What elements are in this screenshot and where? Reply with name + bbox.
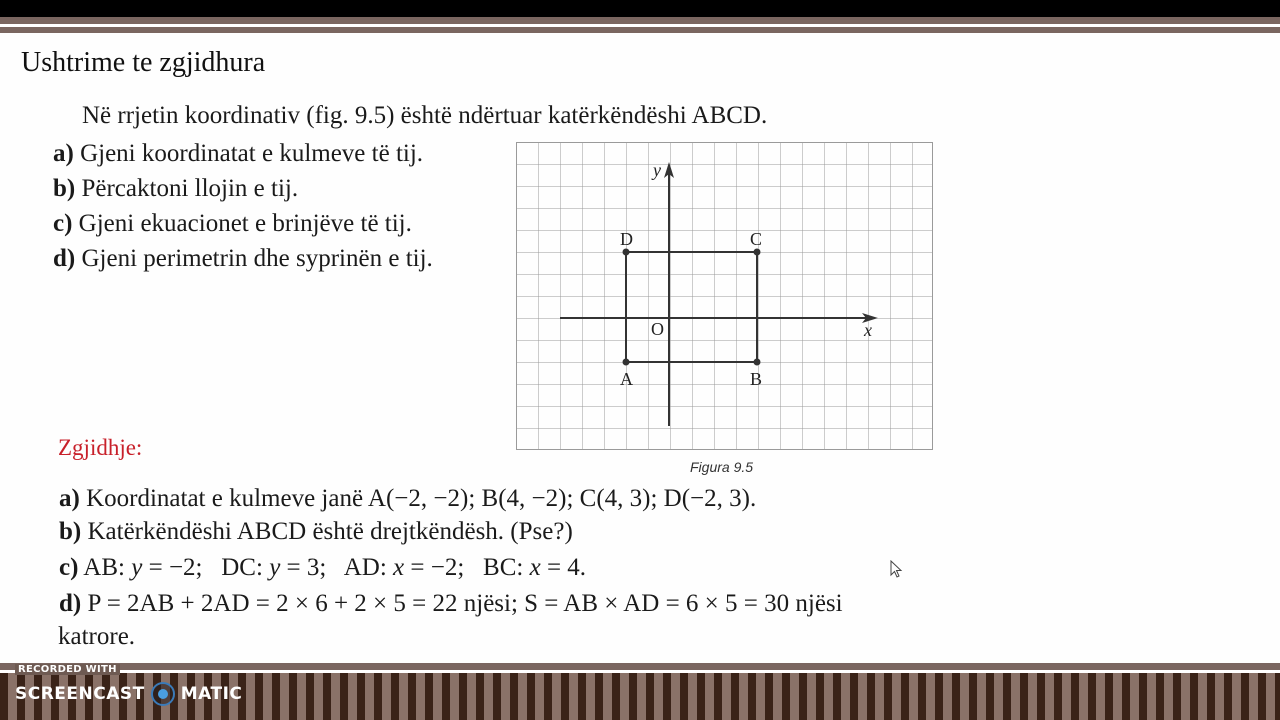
answer-text: Koordinatat e kulmeve janë A(−2, −2); B(4, −2); C(4, 3); D(−2, 3). — [86, 485, 757, 512]
question-label: c) — [53, 210, 73, 237]
bottom-frame-band — [0, 663, 1280, 670]
answer-text: P = 2AB + 2AD = 2 × 6 + 2 × 5 = 22 njësi; S = AB × AD = 6 × 5 = 30 njësi — [87, 590, 843, 617]
question-text: Gjeni koordinatat e kulmeve të tij. — [80, 140, 424, 167]
solution-heading: Zgjidhje: — [58, 435, 143, 460]
question-text: Gjeni perimetrin dhe syprinën e tij. — [81, 245, 433, 272]
screencast-o-matic-watermark — [15, 682, 242, 706]
x-axis-label: x — [864, 320, 872, 340]
answer-d — [59, 589, 843, 619]
question-a — [53, 139, 423, 169]
answer-b — [59, 517, 573, 547]
question-text: Përcaktoni llojin e tij. — [81, 175, 299, 202]
mouse-cursor-icon — [890, 560, 904, 580]
answer-label: a) — [59, 485, 80, 512]
answer-label: d) — [59, 590, 82, 617]
equation-dc: DC: y = 3; — [221, 554, 327, 581]
label-b: B — [750, 369, 763, 389]
point-b — [754, 359, 761, 366]
watermark-recorded-with: RECORDED WITH — [15, 664, 120, 675]
answer-c — [59, 553, 586, 583]
y-axis-label: y — [653, 160, 661, 180]
label-a: A — [620, 369, 633, 389]
answer-a — [59, 484, 756, 514]
page-title: Ushtrime te zgjidhura — [21, 47, 266, 78]
top-black-bar — [0, 0, 1280, 17]
watermark-right: MATIC — [180, 684, 243, 704]
question-label: b) — [53, 175, 76, 202]
question-text: Gjeni ekuacionet e brinjëve të tij. — [78, 210, 412, 237]
answer-d-continuation: katrore. — [58, 623, 136, 650]
problem-intro: Në rrjetin koordinativ (fig. 9.5) është ndërtuar katërkëndëshi ABCD. — [82, 102, 768, 129]
answer-label: c) — [59, 554, 79, 581]
watermark-left: SCREENCAST — [15, 684, 145, 704]
question-label: a) — [53, 140, 74, 167]
question-c — [53, 209, 412, 239]
answer-label: b) — [59, 518, 82, 545]
point-c — [754, 249, 761, 256]
answer-text: Katërkëndëshi ABCD është drejtkëndësh. (Pse?) — [87, 518, 573, 545]
question-d — [53, 244, 433, 274]
label-c: C — [750, 229, 763, 249]
figure-caption: Figura 9.5 — [690, 459, 754, 475]
question-label: d) — [53, 245, 76, 272]
equation-ab: AB: y = −2; — [83, 554, 203, 581]
equation-ad: AD: x = −2; — [343, 554, 465, 581]
coordinate-grid-figure — [516, 142, 933, 450]
label-d: D — [620, 229, 633, 249]
top-frame-band — [0, 17, 1280, 24]
origin-label: O — [651, 319, 664, 339]
point-d — [623, 249, 630, 256]
point-a — [623, 359, 630, 366]
question-b — [53, 174, 298, 204]
equation-bc: BC: x = 4. — [483, 554, 587, 581]
record-logo-icon — [151, 682, 175, 706]
